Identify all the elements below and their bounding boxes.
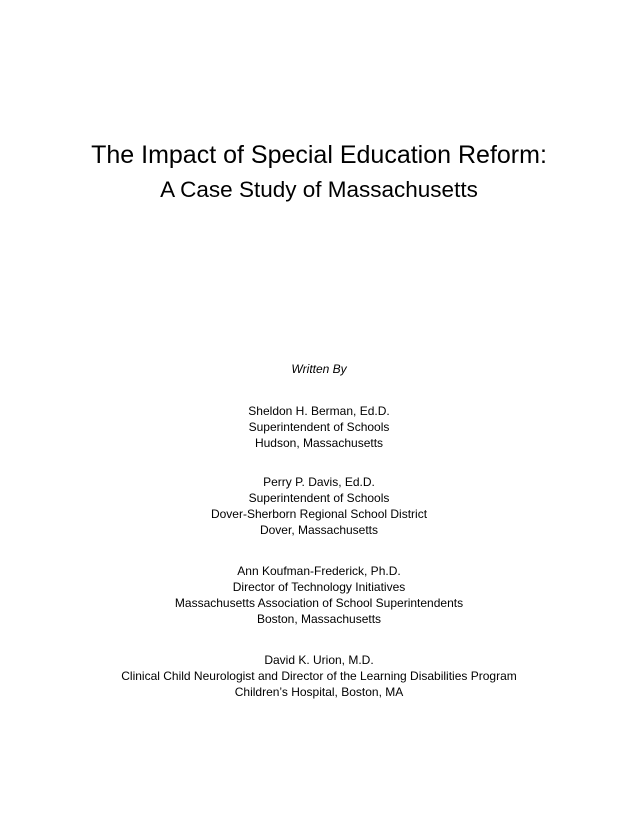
author-name: Ann Koufman-Frederick, Ph.D. — [237, 564, 401, 578]
author-name: Sheldon H. Berman, Ed.D. — [248, 404, 390, 418]
page-title: The Impact of Special Education Reform: — [91, 141, 547, 169]
title-block — [0, 138, 638, 207]
author-organization: Massachusetts Association of School Superintendents — [174, 596, 464, 610]
author-block — [0, 563, 638, 627]
author-title: Superintendent of Schools — [248, 491, 390, 505]
author-title: Superintendent of Schools — [248, 420, 390, 434]
author-location: Dover, Massachusetts — [259, 523, 379, 537]
author-block — [0, 652, 638, 700]
author-block — [0, 403, 638, 451]
author-organization: Dover-Sherborn Regional School District — [210, 507, 428, 521]
author-block — [0, 474, 638, 538]
author-name: Perry P. Davis, Ed.D. — [263, 475, 375, 489]
author-name: David K. Urion, M.D. — [264, 653, 374, 667]
page-subtitle: A Case Study of Massachusetts — [160, 177, 478, 202]
author-location: Boston, Massachusetts — [256, 612, 382, 626]
written-by-label: Written By — [291, 362, 347, 376]
author-title: Director of Technology Initiatives — [232, 580, 406, 594]
author-title: Clinical Child Neurologist and Director of the Learning Disabilities Program — [121, 669, 517, 683]
author-location: Hudson, Massachusetts — [254, 436, 384, 450]
author-location: Children’s Hospital, Boston, MA — [234, 685, 404, 699]
